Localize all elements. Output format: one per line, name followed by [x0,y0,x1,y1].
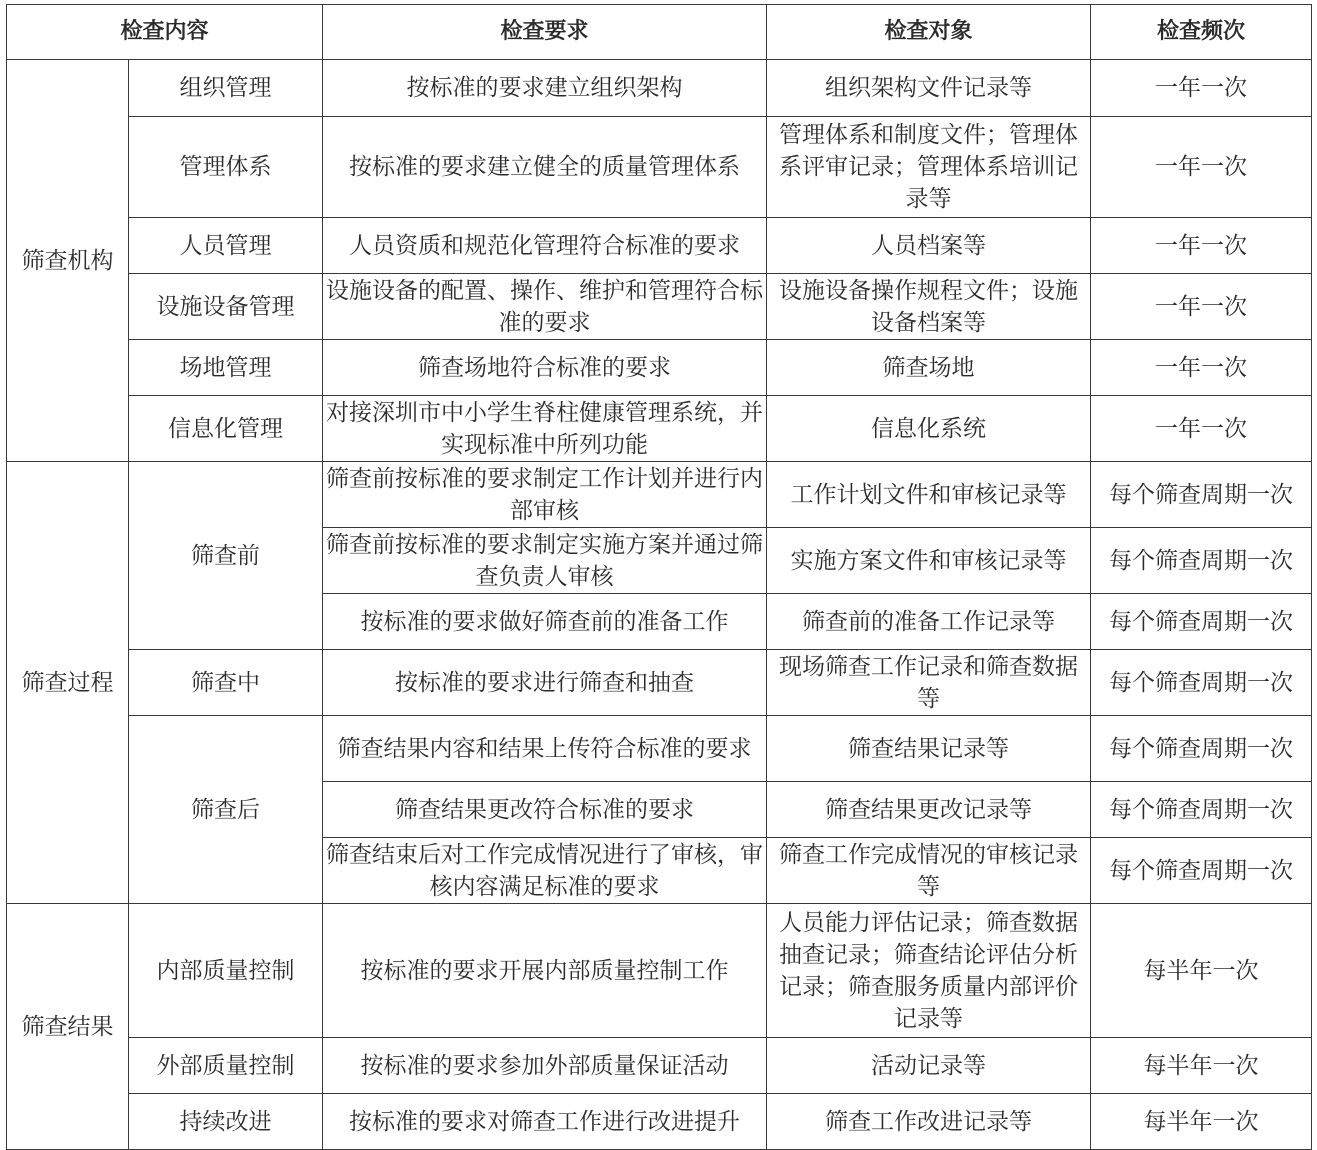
object-cell: 人员档案等 [767,218,1091,274]
frequency-cell: 每个筛查周期一次 [1091,716,1312,782]
item-cell: 外部质量控制 [129,1038,323,1094]
requirement-cell: 筛查场地符合标准的要求 [323,340,767,396]
object-cell: 筛查工作完成情况的审核记录等 [767,838,1091,904]
table-row [7,904,1312,1038]
object-cell: 现场筛查工作记录和筛查数据等 [767,650,1091,716]
table-row [7,716,1312,782]
requirement-cell: 按标准的要求建立组织架构 [323,60,767,117]
header-object: 检查对象 [767,5,1091,60]
object-cell: 筛查工作改进记录等 [767,1094,1091,1150]
requirement-cell: 按标准的要求开展内部质量控制工作 [323,904,767,1038]
item-cell: 筛查前 [129,462,323,650]
requirement-cell: 筛查结束后对工作完成情况进行了审核，审核内容满足标准的要求 [323,838,767,904]
table-row [7,274,1312,340]
frequency-cell: 每个筛查周期一次 [1091,650,1312,716]
item-cell: 内部质量控制 [129,904,323,1038]
group-label: 筛查过程 [7,462,129,904]
group-label: 筛查机构 [7,60,129,462]
table-row [7,396,1312,462]
object-cell: 信息化系统 [767,396,1091,462]
requirement-cell: 筛查前按标准的要求制定工作计划并进行内部审核 [323,462,767,528]
requirement-cell: 筛查结果内容和结果上传符合标准的要求 [323,716,767,782]
header-content: 检查内容 [7,5,323,60]
header-row [7,5,1312,60]
table-row [7,117,1312,218]
frequency-cell: 一年一次 [1091,396,1312,462]
group-label: 筛查结果 [7,904,129,1150]
object-cell: 筛查前的准备工作记录等 [767,594,1091,650]
table-row [7,650,1312,716]
header-frequency: 检查频次 [1091,5,1312,60]
requirement-cell: 按标准的要求参加外部质量保证活动 [323,1038,767,1094]
table-row [7,1094,1312,1150]
table-row [7,1038,1312,1094]
frequency-cell: 一年一次 [1091,60,1312,117]
item-cell: 组织管理 [129,60,323,117]
frequency-cell: 每个筛查周期一次 [1091,528,1312,594]
item-cell: 场地管理 [129,340,323,396]
object-cell: 组织架构文件记录等 [767,60,1091,117]
frequency-cell: 一年一次 [1091,218,1312,274]
inspection-table-container [6,4,1312,1150]
object-cell: 管理体系和制度文件；管理体系评审记录；管理体系培训记录等 [767,117,1091,218]
object-cell: 筛查场地 [767,340,1091,396]
frequency-cell: 每半年一次 [1091,904,1312,1038]
object-cell: 活动记录等 [767,1038,1091,1094]
requirement-cell: 对接深圳市中小学生脊柱健康管理系统，并实现标准中所列功能 [323,396,767,462]
object-cell: 筛查结果记录等 [767,716,1091,782]
header-requirement: 检查要求 [323,5,767,60]
frequency-cell: 一年一次 [1091,274,1312,340]
object-cell: 人员能力评估记录；筛查数据抽查记录；筛查结论评估分析记录；筛查服务质量内部评价记录等 [767,904,1091,1038]
requirement-cell: 人员资质和规范化管理符合标准的要求 [323,218,767,274]
requirement-cell: 设施设备的配置、操作、维护和管理符合标准的要求 [323,274,767,340]
frequency-cell: 一年一次 [1091,117,1312,218]
item-cell: 持续改进 [129,1094,323,1150]
frequency-cell: 每半年一次 [1091,1094,1312,1150]
table-row [7,340,1312,396]
frequency-cell: 一年一次 [1091,340,1312,396]
requirement-cell: 筛查前按标准的要求制定实施方案并通过筛查负责人审核 [323,528,767,594]
table-row [7,218,1312,274]
inspection-table [6,4,1312,1150]
item-cell: 人员管理 [129,218,323,274]
requirement-cell: 按标准的要求建立健全的质量管理体系 [323,117,767,218]
requirement-cell: 按标准的要求做好筛查前的准备工作 [323,594,767,650]
requirement-cell: 按标准的要求进行筛查和抽查 [323,650,767,716]
frequency-cell: 每半年一次 [1091,1038,1312,1094]
table-row [7,462,1312,528]
frequency-cell: 每个筛查周期一次 [1091,594,1312,650]
item-cell: 管理体系 [129,117,323,218]
object-cell: 工作计划文件和审核记录等 [767,462,1091,528]
item-cell: 筛查中 [129,650,323,716]
item-cell: 筛查后 [129,716,323,904]
frequency-cell: 每个筛查周期一次 [1091,782,1312,838]
object-cell: 设施设备操作规程文件；设施设备档案等 [767,274,1091,340]
item-cell: 设施设备管理 [129,274,323,340]
frequency-cell: 每个筛查周期一次 [1091,462,1312,528]
item-cell: 信息化管理 [129,396,323,462]
table-row [7,60,1312,117]
object-cell: 筛查结果更改记录等 [767,782,1091,838]
frequency-cell: 每个筛查周期一次 [1091,838,1312,904]
requirement-cell: 按标准的要求对筛查工作进行改进提升 [323,1094,767,1150]
requirement-cell: 筛查结果更改符合标准的要求 [323,782,767,838]
object-cell: 实施方案文件和审核记录等 [767,528,1091,594]
